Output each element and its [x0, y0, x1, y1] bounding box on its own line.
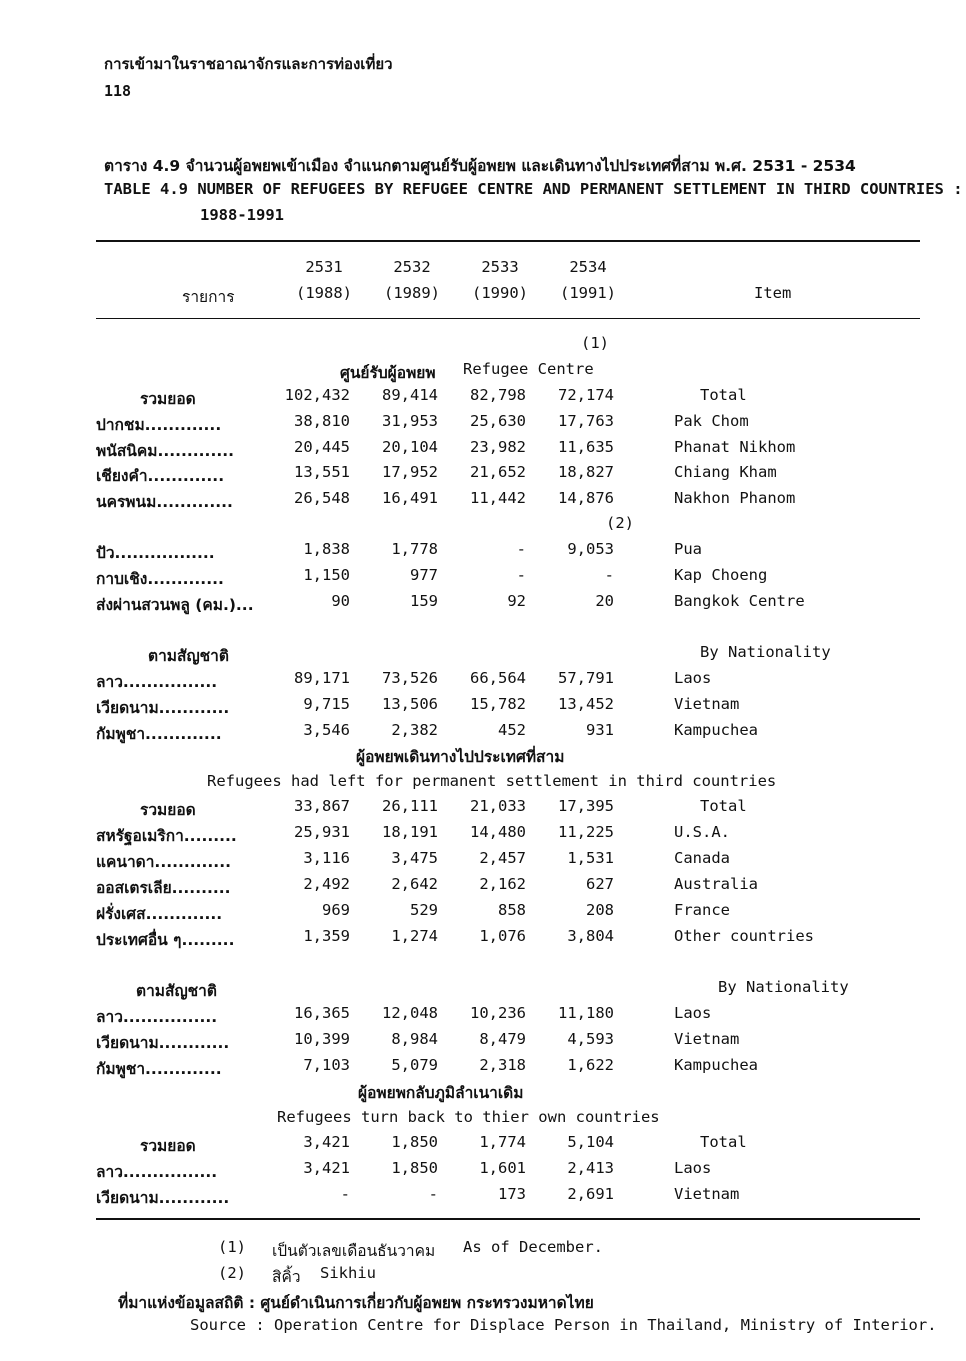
- cell-value: 1,601: [479, 1159, 526, 1177]
- cell-value: 931: [586, 721, 614, 739]
- row-label-english: Other countries: [674, 927, 814, 945]
- cell-value: 20,445: [294, 438, 350, 456]
- section-left-thai: ผู้อพยพเดินทางไปประเทศที่สาม: [356, 748, 565, 766]
- cell-value: -: [428, 1185, 438, 1203]
- cell-value: 33,867: [294, 797, 350, 815]
- row-label-english: Laos: [674, 1004, 712, 1022]
- cell-value: 18,191: [382, 823, 438, 841]
- cell-value: 11,225: [558, 823, 614, 841]
- cell-value: 17,952: [382, 463, 438, 481]
- cell-value: 8,479: [479, 1030, 526, 1048]
- footnote-marker-1: (1): [581, 334, 609, 352]
- cell-value: 3,421: [303, 1159, 350, 1177]
- footnote-1-thai: เป็นตัวเลขเดือนธันวาคม: [272, 1242, 436, 1260]
- row-label-thai: สหรัฐอเมริกา.........: [96, 827, 237, 845]
- cell-value: 82,798: [470, 386, 526, 404]
- row-label-thai: ประเทศอื่น ๆ.........: [96, 931, 235, 949]
- cell-value: 1,838: [303, 540, 350, 558]
- cell-value: 25,931: [294, 823, 350, 841]
- cell-value: 452: [498, 721, 526, 739]
- top-rule: [96, 240, 920, 242]
- row-label-thai: รวมยอด: [140, 1137, 196, 1155]
- cell-value: 3,116: [303, 849, 350, 867]
- footnote-2-thai: สิคิ้ว: [272, 1268, 301, 1286]
- cell-value: 26,111: [382, 797, 438, 815]
- cell-value: 16,365: [294, 1004, 350, 1022]
- row-label-english: Kampuchea: [674, 1056, 758, 1074]
- cell-value: 2,642: [391, 875, 438, 893]
- section-heading-thai: ศูนย์รับผู้อพยพ: [340, 364, 436, 382]
- cell-value: 1,778: [391, 540, 438, 558]
- cell-value: 2,382: [391, 721, 438, 739]
- cell-value: -: [516, 540, 526, 558]
- row-label-english: France: [674, 901, 730, 919]
- row-label-english: Phanat Nikhom: [674, 438, 796, 456]
- cell-value: 8,984: [391, 1030, 438, 1048]
- row-label-thai: พนัสนิคม.............: [96, 442, 235, 460]
- cell-value: 90: [331, 592, 350, 610]
- cell-value: 21,033: [470, 797, 526, 815]
- section-left-english: Refugees had left for permanent settlement in third countries: [207, 772, 777, 790]
- row-label-english: Kap Choeng: [674, 566, 768, 584]
- cell-value: 1,150: [303, 566, 350, 584]
- col-item-thai: รายการ: [182, 288, 235, 306]
- table-title-years: 1988-1991: [200, 206, 284, 224]
- section-back-thai: ผู้อพยพกลับภูมิลำเนาเดิม: [358, 1084, 524, 1102]
- cell-value: 1,274: [391, 927, 438, 945]
- cell-value: 73,526: [382, 669, 438, 687]
- cell-value: 627: [586, 875, 614, 893]
- subheading-nationality-thai-1: ตามสัญชาติ: [148, 647, 229, 665]
- row-label-thai: เวียดนาม............: [96, 1034, 230, 1052]
- col-year-3-be: 2533: [481, 258, 519, 276]
- cell-value: 858: [498, 901, 526, 919]
- source-thai: ที่มาแห่งข้อมูลสถิติ : ศูนย์ดำเนินการเกี่ยวกับผู้อพยพ กระทรวงมหาดไทย: [118, 1294, 594, 1312]
- cell-value: 208: [586, 901, 614, 919]
- row-label-english: Pua: [674, 540, 702, 558]
- row-label-thai: ปัว.................: [96, 544, 215, 562]
- cell-value: 2,318: [479, 1056, 526, 1074]
- cell-value: 66,564: [470, 669, 526, 687]
- cell-value: 11,635: [558, 438, 614, 456]
- row-label-thai: ลาว................: [96, 1008, 218, 1026]
- cell-value: 23,982: [470, 438, 526, 456]
- bottom-rule: [96, 1218, 920, 1220]
- cell-value: 3,421: [303, 1133, 350, 1151]
- subheading-nationality-english-2: By Nationality: [718, 978, 849, 996]
- col-year-4-ce: (1991): [560, 284, 616, 302]
- cell-value: 13,452: [558, 695, 614, 713]
- cell-value: 14,876: [558, 489, 614, 507]
- section-heading-english: Refugee Centre: [463, 360, 594, 378]
- row-label-english: Total: [700, 386, 747, 404]
- cell-value: 13,551: [294, 463, 350, 481]
- cell-value: 102,432: [284, 386, 350, 404]
- footnote-1-marker: (1): [218, 1238, 246, 1256]
- row-label-thai: เวียดนาม............: [96, 699, 230, 717]
- col-year-3-ce: (1990): [472, 284, 528, 302]
- cell-value: 1,774: [479, 1133, 526, 1151]
- row-label-thai: ลาว................: [96, 1163, 218, 1181]
- row-label-english: Kampuchea: [674, 721, 758, 739]
- header-rule: [96, 318, 920, 319]
- cell-value: 20,104: [382, 438, 438, 456]
- cell-value: 7,103: [303, 1056, 350, 1074]
- row-label-thai: รวมยอด: [140, 801, 196, 819]
- cell-value: 9,053: [567, 540, 614, 558]
- row-label-english: Vietnam: [674, 1030, 740, 1048]
- cell-value: 2,413: [567, 1159, 614, 1177]
- cell-value: 1,531: [567, 849, 614, 867]
- cell-value: 5,079: [391, 1056, 438, 1074]
- row-label-thai: กาบเชิง.............: [96, 570, 224, 588]
- cell-value: 977: [410, 566, 438, 584]
- footnote-2-english: Sikhiu: [320, 1264, 376, 1282]
- cell-value: 3,804: [567, 927, 614, 945]
- cell-value: 1,359: [303, 927, 350, 945]
- row-label-thai: รวมยอด: [140, 390, 196, 408]
- cell-value: 18,827: [558, 463, 614, 481]
- row-label-english: Pak Chom: [674, 412, 749, 430]
- cell-value: 2,492: [303, 875, 350, 893]
- row-label-english: Vietnam: [674, 695, 740, 713]
- row-label-english: Vietnam: [674, 1185, 740, 1203]
- cell-value: 15,782: [470, 695, 526, 713]
- col-year-1-ce: (1988): [296, 284, 352, 302]
- col-year-4-be: 2534: [569, 258, 607, 276]
- cell-value: 31,953: [382, 412, 438, 430]
- cell-value: 2,162: [479, 875, 526, 893]
- running-header: การเข้ามาในราชอาณาจักรและการท่องเที่ยว: [104, 55, 393, 73]
- cell-value: 10,236: [470, 1004, 526, 1022]
- subheading-nationality-thai-2: ตามสัญชาติ: [136, 982, 217, 1000]
- cell-value: 159: [410, 592, 438, 610]
- row-label-thai: เวียดนาม............: [96, 1189, 230, 1207]
- col-year-1-be: 2531: [305, 258, 343, 276]
- cell-value: 1,076: [479, 927, 526, 945]
- row-label-thai: นครพนม.............: [96, 493, 233, 511]
- row-label-thai: กัมพูชา.............: [96, 725, 222, 743]
- cell-value: 17,395: [558, 797, 614, 815]
- cell-value: 11,442: [470, 489, 526, 507]
- col-item-english: Item: [754, 284, 792, 302]
- cell-value: 969: [322, 901, 350, 919]
- row-label-thai: กัมพูชา.............: [96, 1060, 222, 1078]
- cell-value: 89,414: [382, 386, 438, 404]
- row-label-thai: ปากชม.............: [96, 416, 222, 434]
- cell-value: 72,174: [558, 386, 614, 404]
- col-year-2-ce: (1989): [384, 284, 440, 302]
- footnote-2-marker: (2): [218, 1264, 246, 1282]
- cell-value: 17,763: [558, 412, 614, 430]
- cell-value: 26,548: [294, 489, 350, 507]
- section-back-english: Refugees turn back to thier own countries: [277, 1108, 660, 1126]
- cell-value: 20: [595, 592, 614, 610]
- cell-value: 16,491: [382, 489, 438, 507]
- row-label-english: Nakhon Phanom: [674, 489, 796, 507]
- col-year-2-be: 2532: [393, 258, 431, 276]
- row-label-english: Bangkok Centre: [674, 592, 805, 610]
- cell-value: 529: [410, 901, 438, 919]
- cell-value: 3,475: [391, 849, 438, 867]
- row-label-english: Chiang Kham: [674, 463, 777, 481]
- cell-value: 57,791: [558, 669, 614, 687]
- row-label-english: Australia: [674, 875, 758, 893]
- cell-value: 5,104: [567, 1133, 614, 1151]
- footnote-1-english: As of December.: [463, 1238, 603, 1256]
- row-label-thai: ส่งผ่านสวนพลู (คม.)...: [96, 596, 254, 614]
- page-number: 118: [104, 82, 132, 100]
- cell-value: 10,399: [294, 1030, 350, 1048]
- cell-value: 92: [507, 592, 526, 610]
- table-title-thai: ตาราง 4.9 จำนวนผู้อพยพเข้าเมือง จำแนกตามศูนย์รับผู้อพยพ และเดินทางไปประเทศที่สาม พ.ศ. 2531 - 2534: [104, 157, 856, 175]
- row-label-english: Total: [700, 797, 747, 815]
- cell-value: 3,546: [303, 721, 350, 739]
- table-title-english: TABLE 4.9 NUMBER OF REFUGEES BY REFUGEE CENTRE AND PERMANENT SETTLEMENT IN THIRD COUNTRIES :: [104, 180, 963, 198]
- row-label-english: Laos: [674, 669, 712, 687]
- cell-value: 14,480: [470, 823, 526, 841]
- cell-value: 4,593: [567, 1030, 614, 1048]
- row-label-english: U.S.A.: [674, 823, 730, 841]
- cell-value: 1,622: [567, 1056, 614, 1074]
- row-label-english: Laos: [674, 1159, 712, 1177]
- row-label-thai: ออสเตรเลีย..........: [96, 879, 231, 897]
- cell-value: 89,171: [294, 669, 350, 687]
- cell-value: -: [604, 566, 614, 584]
- row-label-english: Canada: [674, 849, 730, 867]
- cell-value: 38,810: [294, 412, 350, 430]
- cell-value: 13,506: [382, 695, 438, 713]
- cell-value: 1,850: [391, 1133, 438, 1151]
- row-label-english: Total: [700, 1133, 747, 1151]
- row-label-thai: แคนาดา.............: [96, 853, 231, 871]
- cell-value: 1,850: [391, 1159, 438, 1177]
- row-label-thai: เชียงคำ.............: [96, 467, 225, 485]
- subheading-nationality-english-1: By Nationality: [700, 643, 831, 661]
- row-label-thai: ลาว................: [96, 673, 218, 691]
- cell-value: 2,457: [479, 849, 526, 867]
- cell-value: 11,180: [558, 1004, 614, 1022]
- cell-value: -: [340, 1185, 350, 1203]
- cell-value: 21,652: [470, 463, 526, 481]
- cell-value: 2,691: [567, 1185, 614, 1203]
- footnote-marker-2: (2): [606, 514, 634, 532]
- cell-value: 9,715: [303, 695, 350, 713]
- row-label-thai: ฝรั่งเศส.............: [96, 905, 223, 923]
- cell-value: 173: [498, 1185, 526, 1203]
- source-english: Source : Operation Centre for Displace Person in Thailand, Ministry of Interior.: [190, 1316, 937, 1334]
- cell-value: 25,630: [470, 412, 526, 430]
- cell-value: 12,048: [382, 1004, 438, 1022]
- cell-value: -: [516, 566, 526, 584]
